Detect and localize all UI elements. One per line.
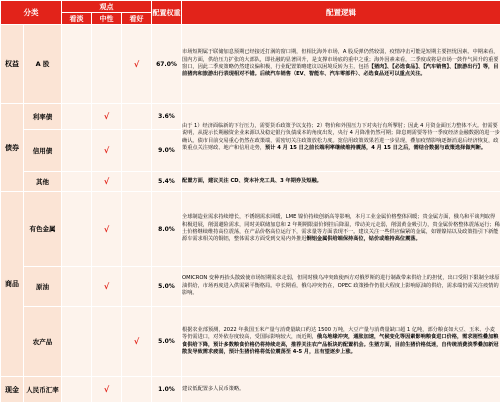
view-mark-bearish: [62, 172, 92, 192]
table-row: [1, 25, 500, 104]
view-mark-bullish: [122, 172, 152, 192]
category-commodity: 商品: [1, 192, 24, 377]
logic-highlight: 【猪肉】、【必选食品】、【汽车销售】、【旅游出行】等，目前猪肉和旅游出行表现相对不错。后续汽车销售（EV、智能车、汽车零部件）、必选食品还可以重点关注。: [182, 64, 498, 77]
weight-other-bond: 5.4%: [152, 172, 182, 192]
logic-highlight: 预计 4 月 15 日之前长端利率继续维持震荡，4 月 15 日之后，需结合数据与政策选择做判断。: [265, 145, 486, 151]
view-mark-neutral: √: [92, 267, 122, 307]
category-equity: 权益: [1, 25, 24, 104]
logic-crude: [182, 267, 500, 307]
view-mark-bearish: [62, 192, 92, 267]
table-row: [1, 377, 500, 403]
weight-nonferrous: 8.0%: [152, 192, 182, 267]
logic-cash-rmb: [182, 377, 500, 403]
asset-rate-bond: 利率债: [24, 104, 62, 130]
view-header: 观点: [62, 1, 152, 13]
weight-header: 配置权重: [152, 1, 182, 25]
view-mark-bearish: [62, 104, 92, 130]
logic-header: 配置逻辑: [182, 1, 500, 25]
asset-other-bond: 其他: [24, 172, 62, 192]
logic-rate-credit-bond: [182, 104, 500, 172]
logic-agri: [182, 307, 500, 377]
view-mark-bearish: [62, 25, 92, 104]
weight-credit-bond: 9.0%: [152, 130, 182, 172]
logic-text: 市场短期属于联储加息预期已经接近打满的窗口期，但相比海外市场，A 股反弹仍然较弱，疫情冲击可能是短期主要担忧因素。中期来看，国内方面，供给压力扩张的大部队，即社融的显著回升，是支撑市场底的重中之重；海外因素来看，二季度或将是市场一鼓作气回升的重要窗口，因此二季度策略仍然建议偏积极，行业配置策略建议以困境反转为主，包括: [182, 49, 498, 70]
asset-cash-rmb: 人民币汇率: [24, 377, 62, 403]
logic-text: 根据农业部预测，2022 年我国玉米产量与消费量缺口约达 1500 万吨，大豆产量与消费量缺口超 1 亿吨，部分粮食如大豆、玉米、小麦等仍需进口，对外依存度较高，受国际影响较大，而近期，: [182, 327, 495, 340]
view-mark-neutral: √: [92, 104, 122, 130]
logic-text: 全球制造业需求持续增长，不锈钢需求回暖，LME 镍价持续创新高等影响，本月工业金属价格整体回暖；贵金属方面，俄乌和平谈判取得积极进展，削弱避险需求，同时美联储加息和 2 年期期限溢价倒挂后降温，带动美元走弱，削弱黄金吸引力，贵金属价格整体震荡运行；稀土价格继续维持高位震荡，在产品价格高位运行下，需求量等方面表现不一。建议关注一些供应偏紧的金属，如锂镍钴以及政策指引下新能源车需求相关的铜铝，整体需求方面受到交易内外推迟: [182, 214, 500, 242]
table-row: [1, 172, 500, 192]
view-mark-neutral: √: [92, 192, 122, 267]
view-mark-bullish: √: [122, 25, 152, 104]
view-mark-bearish: [62, 130, 92, 172]
view-mark-neutral: [92, 307, 122, 377]
weight-agri: 5.0%: [152, 307, 182, 377]
category-header: 分类: [1, 1, 62, 25]
asset-nonferrous: 有色金属: [24, 192, 62, 267]
view-mark-bullish: [122, 377, 152, 403]
bearish-header: 看淡: [62, 13, 92, 25]
table-row: [1, 192, 500, 267]
logic-highlight: 配置方面，建议关注 CD、资本补充工具、3 年期券及短融。: [182, 178, 322, 184]
view-mark-bearish: [62, 377, 92, 403]
logic-nonferrous: [182, 192, 500, 267]
view-mark-neutral: √: [92, 377, 122, 403]
table-row: [1, 104, 500, 130]
view-mark-bearish: [62, 267, 92, 307]
weight-rate-bond: 3.6%: [152, 104, 182, 130]
weight-cash-rmb: 1.0%: [152, 377, 182, 403]
view-mark-bullish: [122, 130, 152, 172]
view-mark-bearish: [62, 307, 92, 377]
asset-agri: 农产品: [24, 307, 62, 377]
view-mark-bullish: √: [122, 307, 152, 377]
view-mark-bullish: [122, 192, 152, 267]
table-row: [1, 267, 500, 307]
view-mark-neutral: [92, 25, 122, 104]
logic-highlight: 铜铝金属供给端保持高位，钴价或维持高位震荡。: [307, 236, 421, 242]
asset-a-share: A 股: [24, 25, 62, 104]
view-mark-neutral: √: [92, 172, 122, 192]
category-bond: 债券: [1, 104, 24, 192]
logic-text: OMICRON 变种再抬头散致使市场短期需求走弱，但同时俄乌冲突致使西方对俄罗斯的进行制裁带来供给上的担忧，出口受阻下限制全球原油供给，市场再度进入供需紧平衡格局。中长期看，俄乌冲突仍在，OPEC 政策操作仍很大程度上影响原油的供给，需求端仍需关注疫情的影响。: [182, 275, 499, 296]
weight-a-share: 67.0%: [152, 25, 182, 104]
neutral-header: 中性: [92, 13, 122, 25]
view-mark-neutral: √: [92, 130, 122, 172]
table-row: [1, 307, 500, 377]
logic-text: 由于 1）经济面临新的下行压力，需要货币政策予以支持；2）物价和外围压力下对央行有所掣肘；因此 4 月资金面压力整体不大。但需要说明，从提示长期融资企业来源以及稳定银行负债成本的角度出发，央行 4 月降准仍然可期；降息则需要等待一季度经济金融数据的进一步确认。债市目前交易重心仍然在政策端，需密切关注政策放松力度。宽信用政策效果若进一步显现，叠加疫情影响逐渐消退后经济恢复，政策重点关注财政、地产和信用走势，: [182, 123, 500, 151]
bullish-header: 看好: [122, 13, 152, 25]
logic-other-bond: [182, 172, 500, 192]
category-cash: 现金: [1, 377, 24, 403]
logic-text: 建议低配置多人民币策略。: [182, 386, 244, 392]
view-mark-bullish: [122, 267, 152, 307]
asset-credit-bond: 信用债: [24, 130, 62, 172]
asset-crude: 原油: [24, 267, 62, 307]
view-mark-bullish: [122, 104, 152, 130]
weight-crude: 5.0%: [152, 267, 182, 307]
logic-a-share: [182, 25, 500, 104]
logic-highlight: 俄乌地缘冲突，通胀加速，气候变化等因素影响粮食进口价格，需求刚性叠加粮食供给下降，预计多数粮食价格仍将持续走高，推荐关注农产品板块的配置机会。生猪方面，目前生猪价格低迷，自传统消费淡季叠加新冠散发导致需求疲弱，预计生猪价格将低位震荡至 4-5 月，且有望逐步上涨。: [182, 334, 498, 355]
